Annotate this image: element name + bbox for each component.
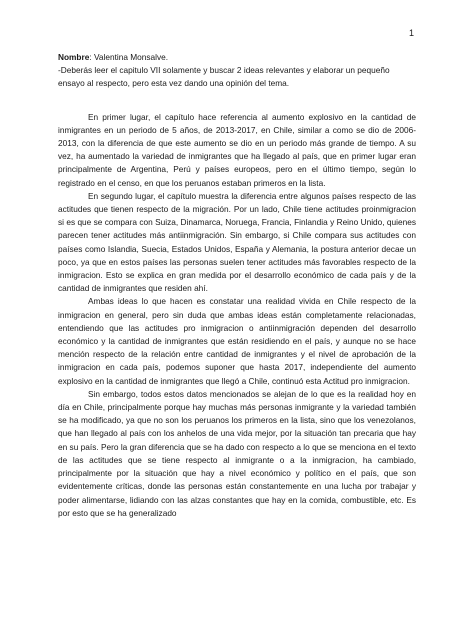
page-number: 1 [408,28,414,38]
instructions: -Deberás leer el capitulo VII solamente y buscar 2 ideas relevantes y elaborar un pequeño ensayo al respecto, pero esta vez dando una opinión del tema. [58,65,390,89]
paragraph-4: Sin embargo, todos estos datos mencionados se alejan de lo que es la realidad hoy en día en Chile, principalmente porque hay muchas más personas inmigrante y la variedad también se ha modificado, ya que no son los peruanos los primeros en la lista, sino que los venezolanos, que han llegado al país con los anhelos de una vida mejor, por la situación tan precaria que hay en su país. Pero la gran diferencia que se ha dado con respecto a lo que se menciona en el texto de las actitudes que se tiene respecto al inmigrante o a la inmigracion, ha cambiado, principalmente por la situación que hay a nivel económico y político en el país, que son evidentemente críticas, donde las personas están constantemente en una lucha por trabajar y poder alimentarse, lidiando con las alzas constantes que hay en la comida, combustible, etc. Es por esto que se ha generalizado [58,388,416,518]
name-line [58,51,416,64]
name-value: : Valentina Monsalve. [89,52,169,62]
paragraph-3: Ambas ideas lo que hacen es constatar una realidad vivida en Chile respecto de la inmigracion en general, pero sin duda que ambas ideas están completamente relacionadas, entendiendo que las actitudes pro inmigracion o antiinmigración dependen del desarrollo económico y la cantidad de inmigrantes que están residiendo en el país, y aunque no se hace mención respecto de la relación entre cantidad de inmigrantes y el nivel de aprobación de la inmigracion en cada país, podemos suponer que hasta 2017, independiente del aumento explosivo en la cantidad de inmigrantes que llegó a Chile, continuó esta Actitud pro inmigracion. [58,296,416,386]
name-label: Nombre [58,52,90,62]
paragraph-1: En primer lugar, el capítulo hace referencia al aumento explosivo en la cantidad de inmigrantes en un periodo de 5 años, de 2013-2017, en Chile, similar a como se dio de 2006-2013, con la diferencia de que este aumento se dio en un periodo más grande de tiempo. A su vez, ha aumentado la variedad de inmigrantes que ha llegado al país, que en primer lugar eran principalmente de Argentina, Perú y países europeos, pero en el último tiempo, según lo registrado en el censo, en que los peruanos estaban primeros en la lista. [58,111,416,188]
paragraph-2: En segundo lugar, el capítulo muestra la diferencia entre algunos países respecto de las actitudes que tienen respecto de la migración. Por un lado, Chile tiene actitudes proinmigracion si es que se compara con Suiza, Dinamarca, Noruega, Francia, Finlandia y Reino Unido, quienes parecen tener actitudes más antiinmigración. Sin embargo, si Chile compara sus actitudes con países como Islandia, Suecia, Estados Unidos, España y Alemania, la postura anterior decae un poco, ya que en estos países las personas suelen tener actitudes más favorables respecto de la inmigracion. Esto se explica en gran medida por el desarrollo económico de cada país y de la cantidad de inmigrantes que residen ahí. [58,190,416,294]
